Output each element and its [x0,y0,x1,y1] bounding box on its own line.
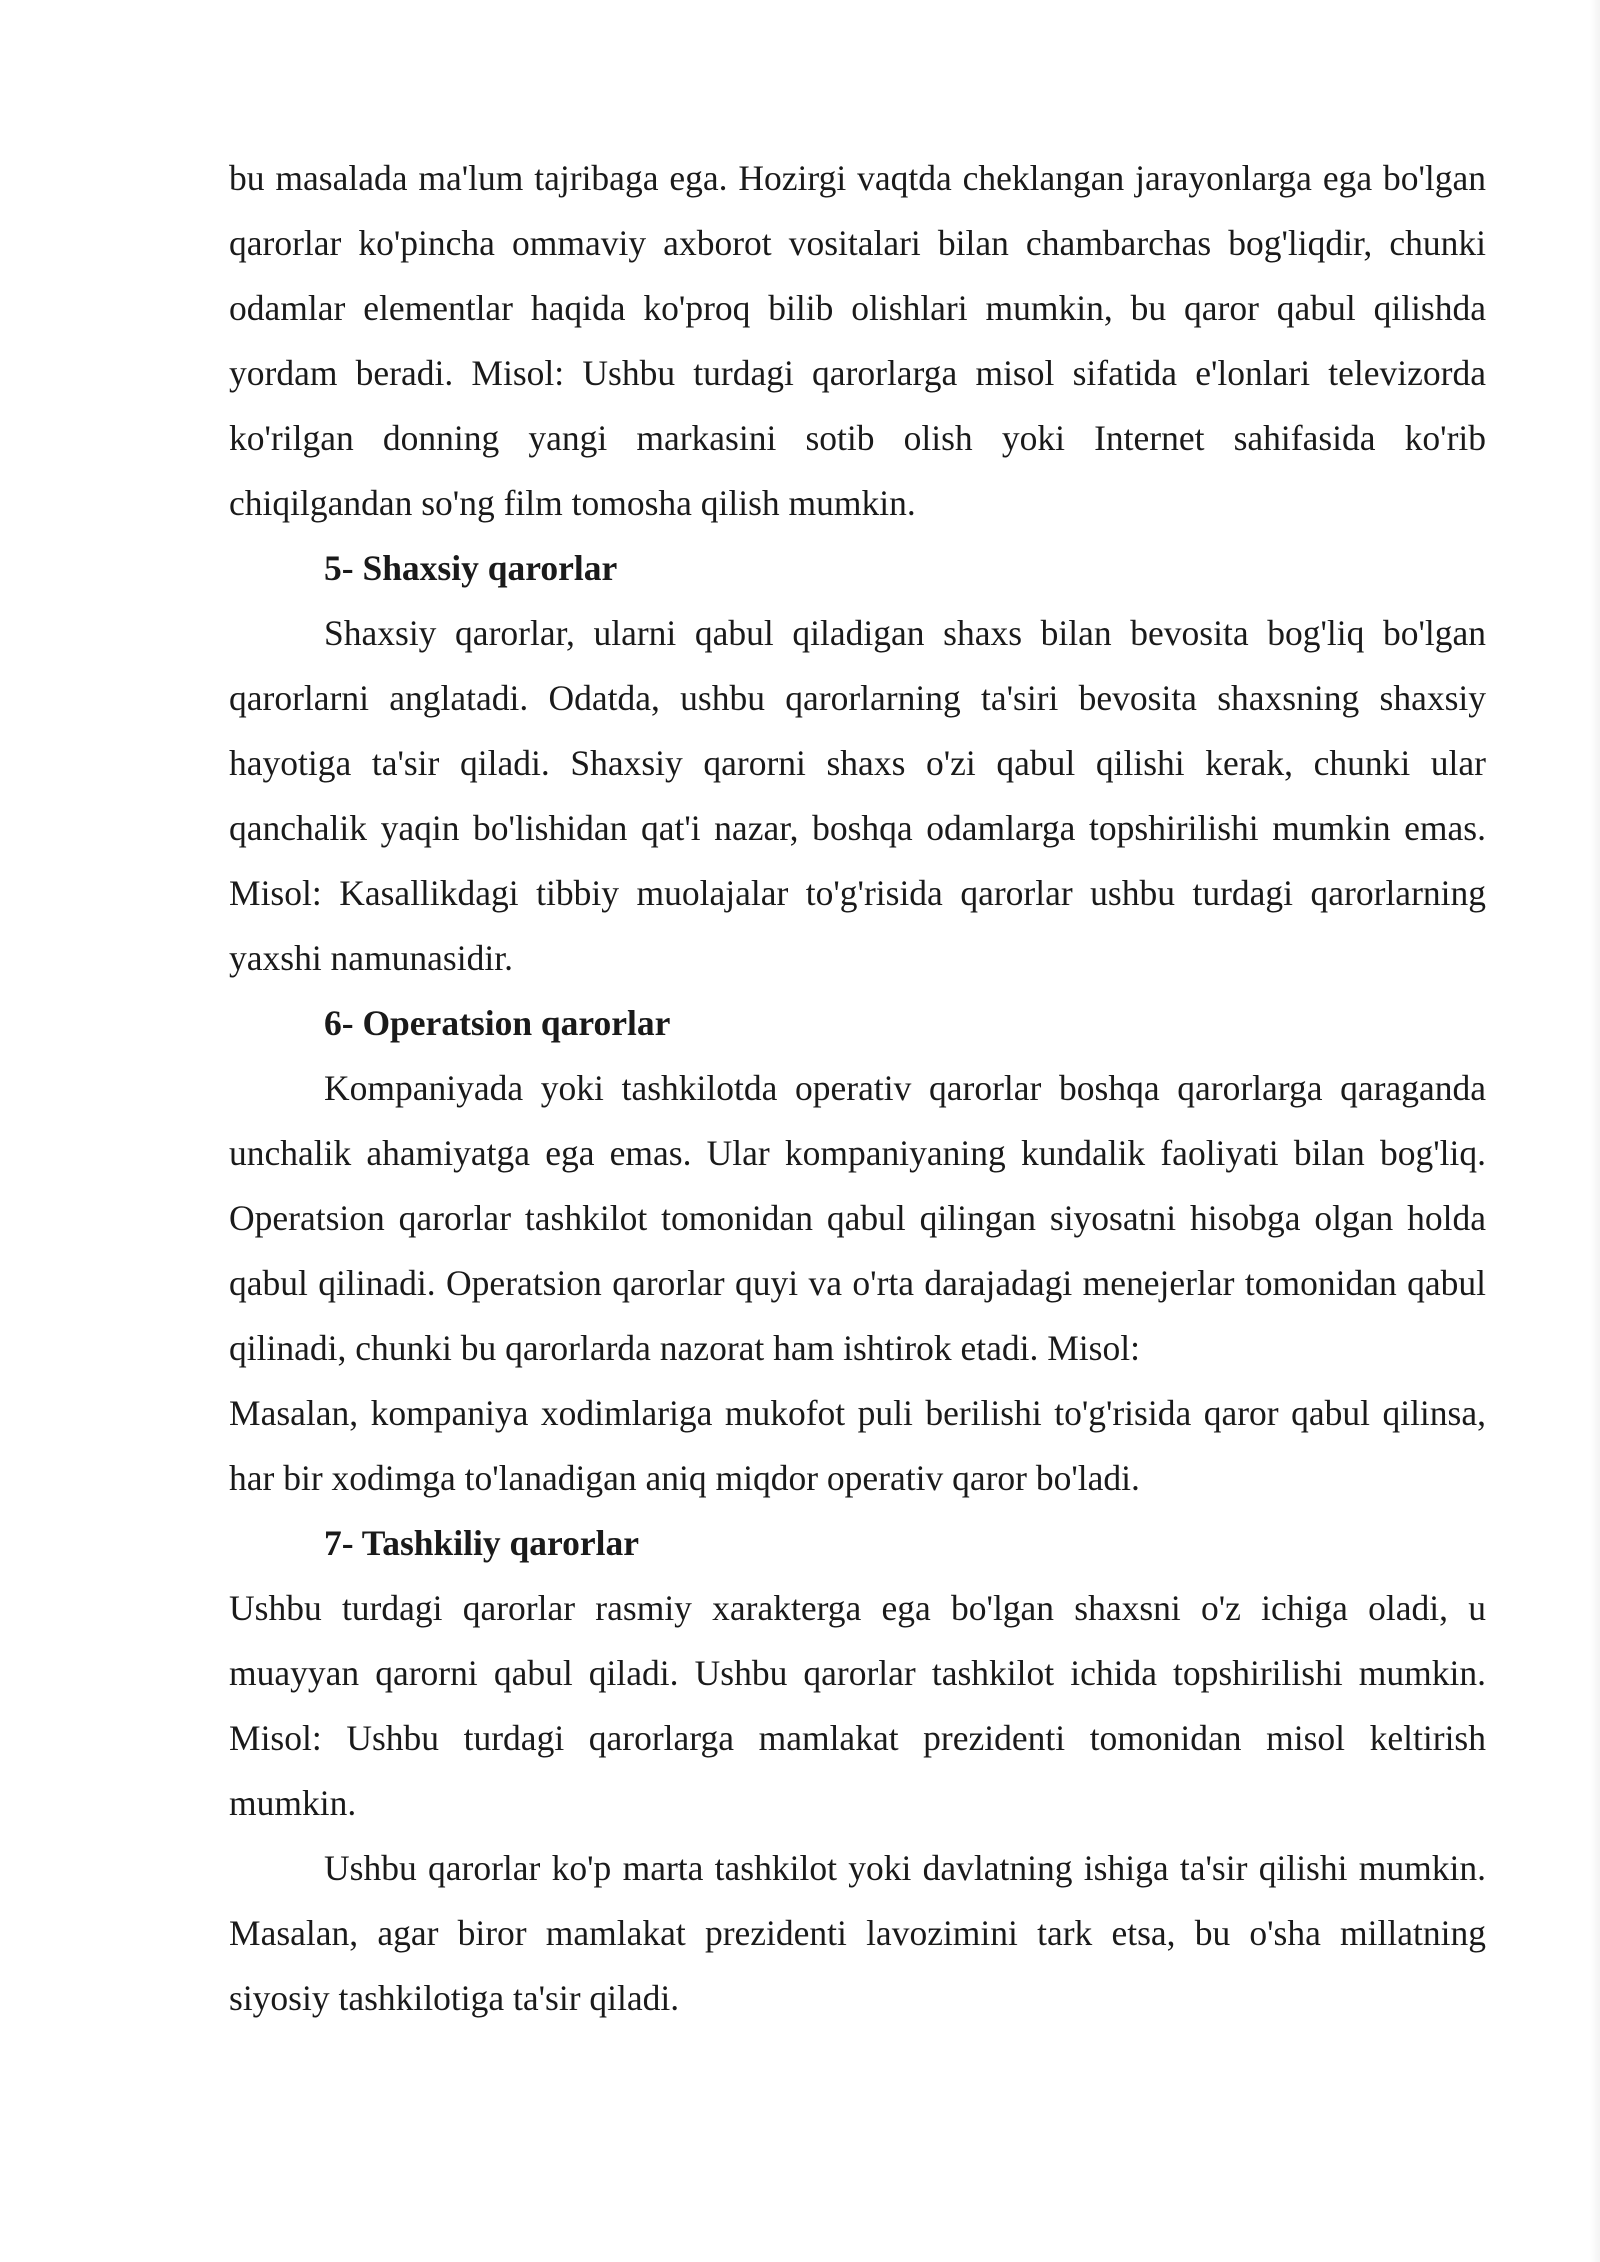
section-heading-shaxsiy: 5- Shaxsiy qarorlar [324,548,618,588]
section-heading-tashkiliy: 7- Tashkiliy qarorlar [324,1523,639,1563]
paragraph-operatsion-example: Masalan, kompaniya xodimlariga mukofot puli berilishi to'g'risida qaror qabul qilinsa, har bir xodimga to'lanadigan aniq miqdor operativ qaror bo'ladi. [229,1393,1486,1498]
paragraph-intro-continued: bu masalada ma'lum tajribaga ega. Hozirgi vaqtda cheklangan jarayonlarga ega bo'lgan qarorlar ko'pincha ommaviy axborot vositalari bilan chambarchas bog'liqdir, chunki odamlar elementlar haqida ko'proq bilib olishlari mumkin, bu qaror qabul qilishda yordam beradi. Misol: Ushbu turdagi qarorlarga misol sifatida e'lonlari televizorda ko'rilgan donning yangi markasini sotib olish yoki Internet sahifasida ko'rib chiqilgandan so'ng film tomosha qilish mumkin. [229,158,1486,523]
section-heading-operatsion: 6- Operatsion qarorlar [324,1003,671,1043]
page-edge [1590,0,1600,2262]
paragraph-tashkiliy: Ushbu turdagi qarorlar rasmiy xarakterga ega bo'lgan shaxsni o'z ichiga oladi, u muayyan qarorni qabul qiladi. Ushbu qarorlar tashkilot ichida topshirilishi mumkin. Misol: Ushbu turdagi qarorlarga mamlakat prezidenti tomonidan misol keltirish mumkin. [229,1588,1486,1823]
paragraph-shaxsiy: Shaxsiy qarorlar, ularni qabul qiladigan shaxs bilan bevosita bog'liq bo'lgan qarorlarni anglatadi. Odatda, ushbu qarorlarning ta'siri bevosita shaxsning shaxsiy hayotiga ta'sir qiladi. Shaxsiy qarorni shaxs o'zi qabul qilishi kerak, chunki ular qanchalik yaqin bo'lishidan qat'i nazar, boshqa odamlarga topshirilishi mumkin emas. Misol: Kasallikdagi tibbiy muolajalar to'g'risida qarorlar ushbu turdagi qarorlarning yaxshi namunasidir. [229,613,1486,978]
paragraph-operatsion: Kompaniyada yoki tashkilotda operativ qarorlar boshqa qarorlarga qaraganda unchalik ahamiyatga ega emas. Ular kompaniyaning kundalik faoliyati bilan bog'liq. Operatsion qarorlar tashkilot tomonidan qabul qilingan siyosatni hisobga olgan holda qabul qilinadi. Operatsion qarorlar quyi va o'rta darajadagi menejerlar tomonidan qabul qilinadi, chunki bu qarorlarda nazorat ham ishtirok etadi. Misol: [229,1068,1486,1368]
document-body [229,146,1486,2031]
paragraph-tashkiliy-effect: Ushbu qarorlar ko'p marta tashkilot yoki davlatning ishiga ta'sir qilishi mumkin. Masalan, agar biror mamlakat prezidenti lavozimini tark etsa, bu o'sha millatning siyosiy tashkilotiga ta'sir qiladi. [229,1848,1486,2018]
